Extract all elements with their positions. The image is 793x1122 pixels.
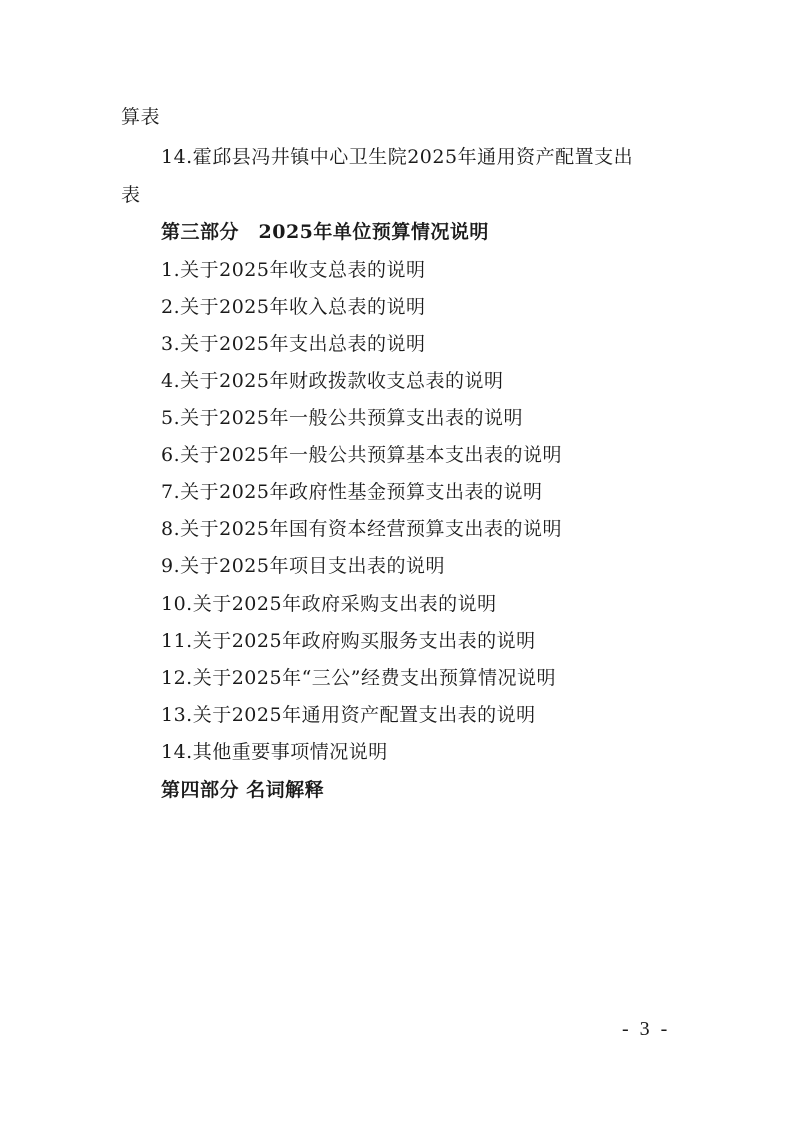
part4-heading: 第四部分 名词解释 <box>161 779 325 801</box>
part3-item-10: 10.关于2025年政府采购支出表的说明 <box>161 593 497 615</box>
toc-item-14-line1: 14.霍邱县冯井镇中心卫生院2025年通用资产配置支出 <box>161 146 634 168</box>
part3-item-9: 9.关于2025年项目支出表的说明 <box>161 555 445 577</box>
part3-item-5: 5.关于2025年一般公共预算支出表的说明 <box>161 407 523 429</box>
part3-item-12: 12.关于2025年“三公”经费支出预算情况说明 <box>161 667 556 689</box>
part3-item-11: 11.关于2025年政府购买服务支出表的说明 <box>161 630 536 652</box>
toc-item-14-line2: 表 <box>121 184 141 206</box>
part3-item-3: 3.关于2025年支出总表的说明 <box>161 333 426 355</box>
part3-item-8: 8.关于2025年国有资本经营预算支出表的说明 <box>161 518 562 540</box>
part3-item-7: 7.关于2025年政府性基金预算支出表的说明 <box>161 481 543 503</box>
part3-item-6: 6.关于2025年一般公共预算基本支出表的说明 <box>161 444 562 466</box>
part3-item-4: 4.关于2025年财政拨款收支总表的说明 <box>161 370 504 392</box>
part3-item-14: 14.其他重要事项情况说明 <box>161 741 388 763</box>
part3-item-13: 13.关于2025年通用资产配置支出表的说明 <box>161 704 536 726</box>
part3-item-2: 2.关于2025年收入总表的说明 <box>161 296 426 318</box>
part3-heading: 第三部分 2025年单位预算情况说明 <box>161 221 489 243</box>
part3-item-1: 1.关于2025年收支总表的说明 <box>161 259 426 281</box>
page-number: - 3 - <box>622 1018 671 1040</box>
prev-item-tail: 算表 <box>121 106 161 128</box>
